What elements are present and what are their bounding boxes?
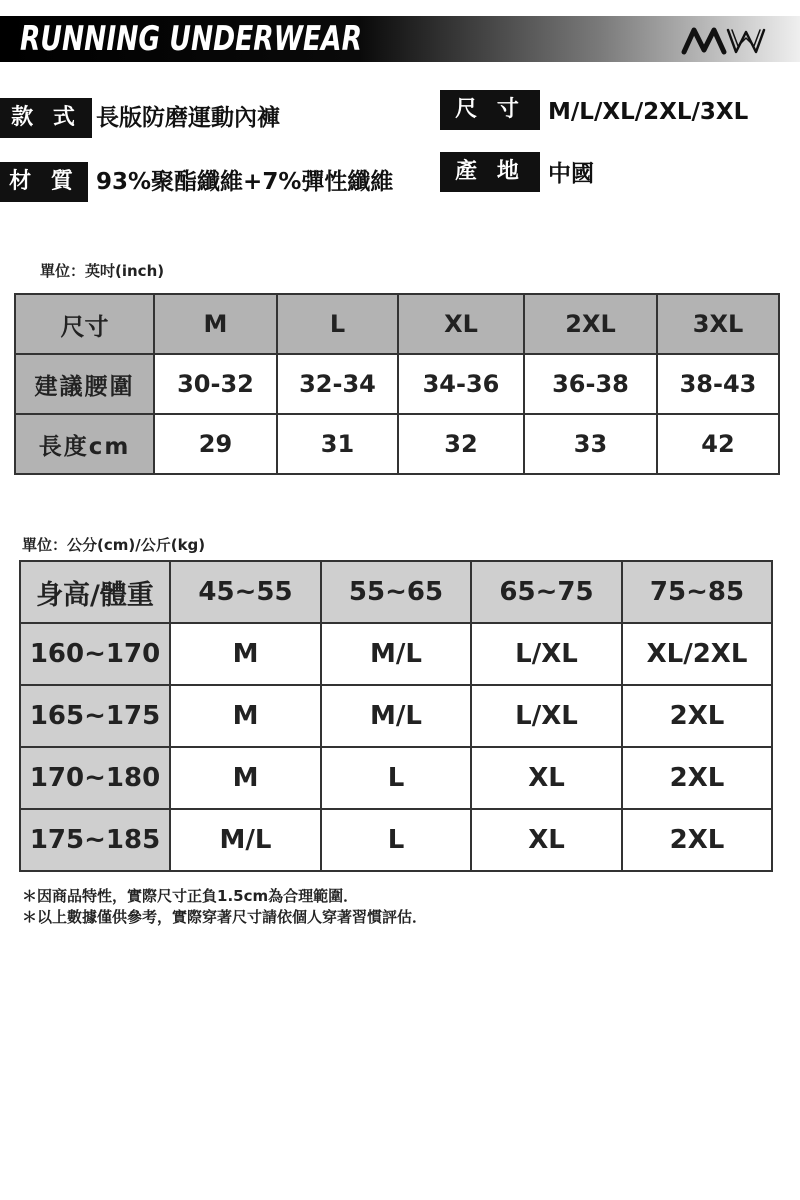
fit-corner-cell: 身高/體重 xyxy=(20,561,170,623)
fit-cell: XL xyxy=(471,809,622,871)
fit-header-cell: 55~65 xyxy=(321,561,471,623)
size-cell: 30-32 xyxy=(154,354,277,414)
fit-height-cell: 170~180 xyxy=(20,747,170,809)
size-corner-cell: 尺寸 xyxy=(15,294,154,354)
fit-header-cell: 65~75 xyxy=(471,561,622,623)
fit-header-row xyxy=(20,561,772,623)
fit-cell: L xyxy=(321,747,471,809)
size-cell: 32 xyxy=(398,414,524,474)
fit-cell: 2XL xyxy=(622,747,772,809)
material-label: 材 質 xyxy=(0,162,88,202)
material-value: 93%聚酯纖維+7%彈性纖維 xyxy=(96,169,394,195)
fit-cell: XL xyxy=(471,747,622,809)
fit-row xyxy=(20,685,772,747)
size-label: 尺 寸 xyxy=(440,90,540,130)
size-value: M/L/XL/2XL/3XL xyxy=(548,99,749,125)
size-table xyxy=(14,293,780,475)
size-cell: 33 xyxy=(524,414,657,474)
size-cell: 29 xyxy=(154,414,277,474)
size-cell: 34-36 xyxy=(398,354,524,414)
banner-title: RUNNING UNDERWEAR xyxy=(20,19,363,59)
footnotes xyxy=(22,886,427,928)
fit-row xyxy=(20,623,772,685)
size-row-length xyxy=(15,414,779,474)
fit-row xyxy=(20,747,772,809)
fit-cell: M xyxy=(170,685,321,747)
brand-logo xyxy=(680,24,776,56)
size-header-cell: L xyxy=(277,294,398,354)
size-header-cell: XL xyxy=(398,294,524,354)
size-cell: 32-34 xyxy=(277,354,398,414)
size-header-row xyxy=(15,294,779,354)
fit-cell: M xyxy=(170,747,321,809)
fit-cell: M/L xyxy=(321,623,471,685)
fit-header-cell: 75~85 xyxy=(622,561,772,623)
fit-cell: M xyxy=(170,623,321,685)
size-cell: 31 xyxy=(277,414,398,474)
fit-height-cell: 160~170 xyxy=(20,623,170,685)
fit-cell: 2XL xyxy=(622,685,772,747)
footnote: ＊以上數據僅供參考，實際穿著尺寸請依個人穿著習慣評估． xyxy=(22,908,428,926)
fit-cell: L xyxy=(321,809,471,871)
size-cell: 42 xyxy=(657,414,779,474)
fit-cell: 2XL xyxy=(622,809,772,871)
origin-value: 中國 xyxy=(548,161,594,187)
style-value: 長版防磨運動內褲 xyxy=(96,105,280,131)
fit-row xyxy=(20,809,772,871)
fit-unit-note: 單位：公分(cm)/公斤(kg) xyxy=(22,536,206,554)
size-row-waist xyxy=(15,354,779,414)
fit-cell: XL/2XL xyxy=(622,623,772,685)
size-header-cell: 3XL xyxy=(657,294,779,354)
fit-height-cell: 165~175 xyxy=(20,685,170,747)
size-unit-note: 單位：英吋(inch) xyxy=(40,262,165,280)
origin-label: 產 地 xyxy=(440,152,540,192)
fit-cell: M/L xyxy=(170,809,321,871)
fit-height-cell: 175~185 xyxy=(20,809,170,871)
size-row-label: 長度cm xyxy=(15,414,154,474)
fit-header-cell: 45~55 xyxy=(170,561,321,623)
footnote: ＊因商品特性，實際尺寸正負1.5cm為合理範圍． xyxy=(22,887,359,905)
size-cell: 36-38 xyxy=(524,354,657,414)
fit-cell: M/L xyxy=(321,685,471,747)
fit-cell: L/XL xyxy=(471,685,622,747)
size-header-cell: M xyxy=(154,294,277,354)
fit-cell: L/XL xyxy=(471,623,622,685)
size-cell: 38-43 xyxy=(657,354,779,414)
style-label: 款 式 xyxy=(0,98,92,138)
fit-table xyxy=(19,560,773,872)
size-header-cell: 2XL xyxy=(524,294,657,354)
header-banner xyxy=(0,16,800,62)
size-row-label: 建議腰圍 xyxy=(15,354,154,414)
